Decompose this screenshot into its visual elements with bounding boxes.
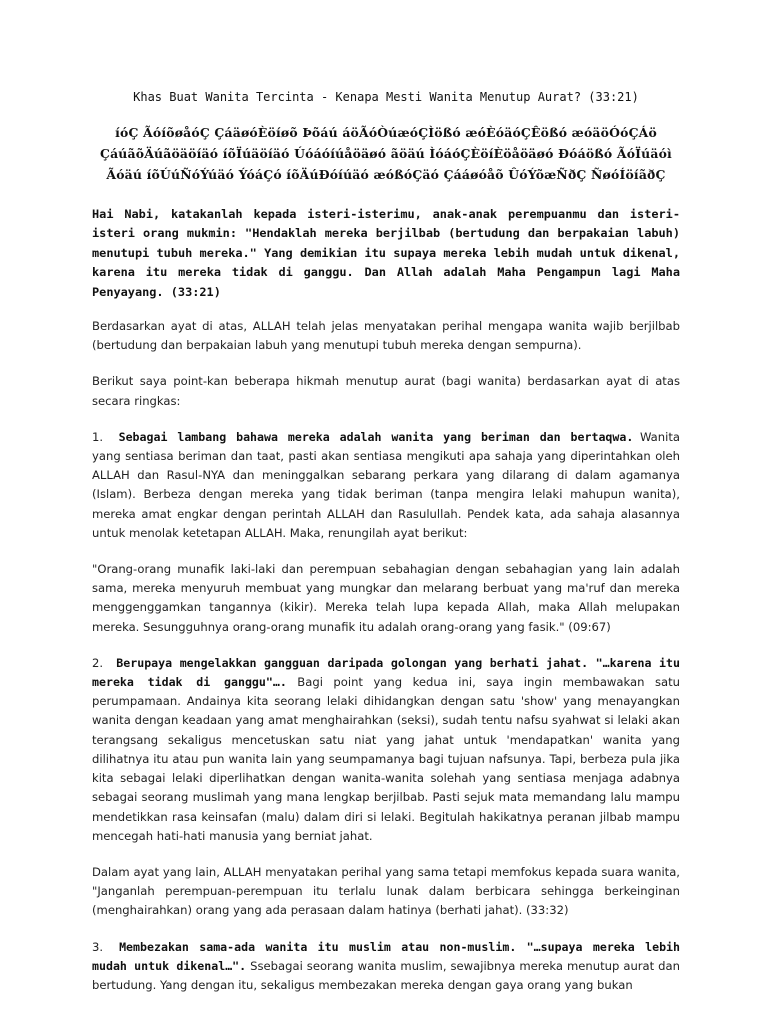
paragraph-points-intro: Berikut saya point-kan beberapa hikmah menutup aurat (bagi wanita) berdasarkan ayat di atas secara ringkas:	[92, 374, 680, 408]
arabic-verse-garbled: íóÇ ÃóíõøåóÇ ÇáäøóÈöíøõ Þõáú áöÃóÒúæóÇÌößó æóÈóäóÇÊößó æóäöÓóÇÁö ÇáúãõÄúãöäöíäó íõÏúäöíäó Úóáóíúåöäøó ãöäú ÌóáóÇÈöíÈöåöäøó Ðóáößó ÃóÏúäóì Ãóäú íõÚúÑóÝúäó ÝóáÇó íõÄúÐóíúäó æóßóÇäó Çááøóåõ ÛóÝõæÑðÇ ÑøóÍöíãðÇ	[100, 125, 672, 182]
verse-translation: Hai Nabi, katakanlah kepada isteri-isterimu, anak-anak perempuanmu dan isteri-isteri orang mukmin: "Hendaklah mereka berjilbab (bertudung dan berpakaian labuh) menutupi tubuh mereka." Yang demikian itu supaya mereka lebih mudah untuk dikenal, karena itu mereka tidak di ganggu. Dan Allah adalah Maha Pengampun lagi Maha Penyayang. (33:21)	[92, 207, 680, 299]
point-1-number: 1.	[92, 429, 104, 444]
point-3	[92, 938, 680, 996]
point-1-lead: Sebagai lambang bahawa mereka adalah wanita yang beriman dan bertaqwa.	[118, 429, 634, 444]
paragraph-voice: Dalam ayat yang lain, ALLAH menyatakan perihal yang sama tetapi memfokus kepada suara wanita, "Janganlah perempuan-perempuan itu terlalu lunak dalam berbicara sehingga berkeinginan (menghairahkan) orang yang ada perasaan dalam hatinya (berhati jahat). (33:32)	[92, 864, 680, 918]
paragraph-intro: Berdasarkan ayat di atas, ALLAH telah jelas menyatakan perihal mengapa wanita wajib berjilbab (bertudung dan berpakaian labuh yang menutupi tubuh mereka dengan sempurna).	[92, 319, 680, 353]
point-1-body: Wanita yang sentiasa beriman dan taat, pasti akan sentiasa mengikuti apa sahaja yang diperintahkan oleh ALLAH dan Rasul-NYA dan meninggalkan sebarang perkara yang dilarang di dalam agamanya (Islam). Berbeza dengan mereka yang tidak beriman (tanpa mengira lelaki mahupun wanita), mereka amat engkar dengan perintah ALLAH dan Rasulullah. Pendek kata, ada sahaja alasannya untuk menolak ketetapan ALLAH. Maka, renungilah ayat berikut:	[92, 429, 680, 540]
point-2-number: 2.	[92, 655, 104, 670]
point-2-body: Bagi point yang kedua ini, saya ingin membawakan satu perumpamaan. Andainya kita seorang lelaki dihidangkan dengan satu 'show' yang menayangkan wanita dengan keadaan yang amat menghairahkan (seksi), sudah tentu nafsu syahwat si lelaki akan terangsang sekaligus mencetuskan satu niat yang jahat untuk 'mendapatkan' wanita yang dilihatnya itu atau pun wanita lain yang seumpamanya bagi tujuan nafsunya. Tapi, berbeza pula jika kita sebagai lelaki diperlihatkan dengan wanita-wanita solehah yang sentiasa menjaga adabnya sebagai seorang muslimah yang mana lengkap berjilbab. Pasti sejuk mata memandang lalu mampu mendetikkan rasa keinsafan (malu) dalam diri si lelaki. Begitulah hakikatnya peranan jilbab mampu mencegah hati-hati manusia yang berniat jahat.	[92, 675, 680, 843]
point-3-lead: Membezakan sama-ada wanita itu muslim atau non-muslim. "…supaya mereka lebih mudah untuk dikenal…".	[92, 939, 681, 973]
point-2-lead: Berupaya mengelakkan gangguan daripada golongan yang berhati jahat	[116, 655, 582, 670]
quote-munafik: "Orang-orang munafik laki-laki dan perempuan sebahagian dengan sebahagian yang lain adalah sama, mereka menyuruh membuat yang mungkar dan melarang berbuat yang ma'ruf dan mereka menggenggamkan tangannya (kikir). Mereka telah lupa kepada Allah, maka Allah melupakan mereka. Sesungguhnya orang-orang munafik itu adalah orang-orang yang fasik." (09:67)	[92, 562, 680, 634]
point-1	[92, 428, 680, 543]
point-2-lead-tail: . "…karena itu mereka tidak di ganggu"….	[92, 655, 680, 690]
point-2	[92, 654, 680, 846]
point-3-body: Ssebagai seorang wanita muslim, sewajibnya mereka menutup aurat dan bertudung. Yang dengan itu, sekaligus membezakan mereka dengan gaya orang yang bukan	[92, 958, 680, 992]
document-title: Khas Buat Wanita Tercinta - Kenapa Mesti Wanita Menutup Aurat? (33:21)	[133, 90, 639, 104]
point-3-number: 3.	[92, 939, 104, 954]
